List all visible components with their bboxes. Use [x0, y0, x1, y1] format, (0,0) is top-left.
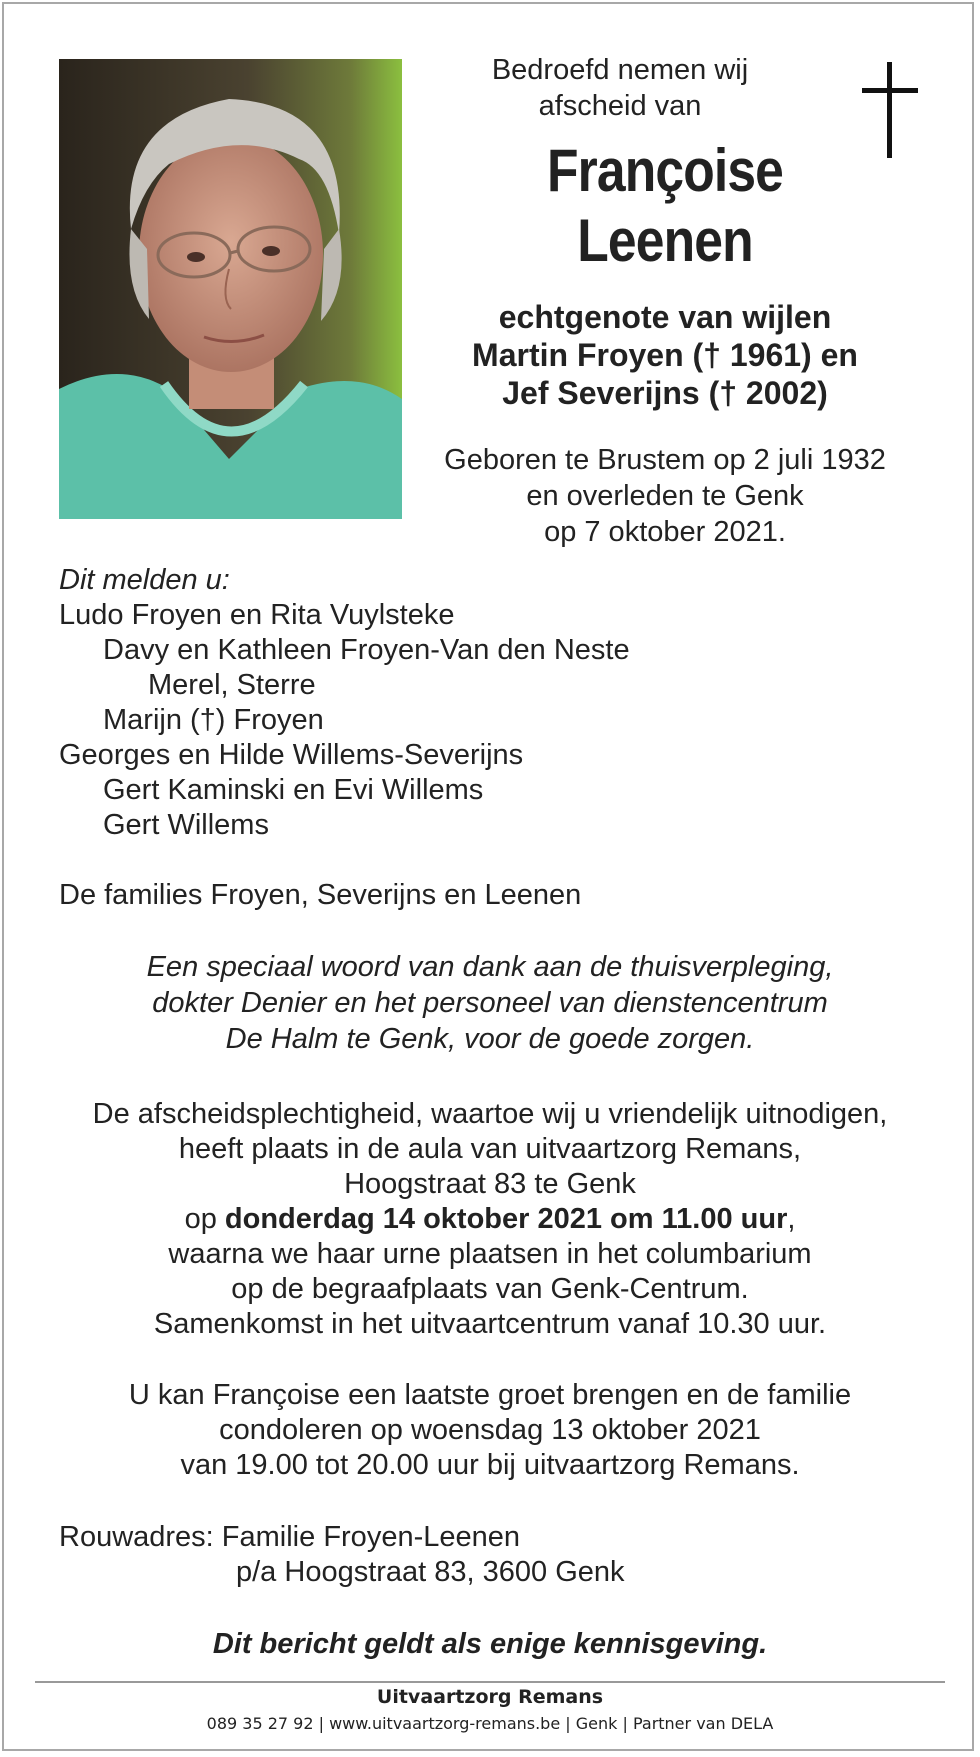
thanks-text: Een speciaal woord van dank aan de thuisverpleging, dokter Denier en het personeel van dienstencentrum De Halm te Genk, voor de goede zorgen.: [146, 951, 834, 1055]
footer-title: Uitvaartzorg Remans: [376, 1686, 604, 1708]
intro-text: Bedroefd nemen wij afscheid van: [491, 54, 749, 122]
family-header: Dit melden u:: [59, 564, 230, 596]
list-item: Gert Willems: [103, 809, 269, 841]
header-block: [420, 52, 910, 550]
list-item: Marijn (†) Froyen: [103, 704, 324, 736]
footer-contact: 089 35 27 92 | www.uitvaartzorg-remans.be | Genk | Partner van DELA: [206, 1714, 774, 1733]
list-item: Gert Kaminski en Evi Willems: [103, 774, 484, 806]
portrait-photo: [59, 59, 402, 519]
divider: [35, 1681, 945, 1683]
birth-death-text: Geboren te Brustem op 2 juli 1932 en overleden te Genk op 7 oktober 2021.: [444, 444, 886, 548]
spouse-text: echtgenote van wijlen Martin Froyen († 1961) en Jef Severijns († 2002): [472, 299, 858, 411]
deceased-name: Françoise Leenen: [546, 137, 784, 274]
list-item: Georges en Hilde Willems-Severijns: [59, 739, 524, 771]
ceremony-text: De afscheidsplechtigheid, waartoe wij u vriendelijk uitnodigen, heeft plaats in de aula van uitvaartzorg Remans, Hoogstraat 83 te Genk op donderdag 14 oktober 2021 om 11.00 uur, waarna we haar urne plaatsen in het columbarium op de begraafplaats van Genk-Centrum. Samenkomst in het uitvaartcentrum vanaf 10.30 uur.: [92, 1098, 888, 1340]
ceremony-datetime: donderdag 14 oktober 2021 om 11.00 uur: [224, 1203, 788, 1235]
mourning-address: Rouwadres: Familie Froyen-Leenen p/a Hoogstraat 83, 3600 Genk: [59, 1521, 625, 1588]
visitation-text: U kan Françoise een laatste groet brengen en de familie condoleren op woensdag 13 oktober 2021 van 19.00 tot 20.00 uur bij uitvaartzorg Remans.: [128, 1379, 852, 1481]
list-item: Merel, Sterre: [148, 669, 316, 701]
cross-icon: [862, 62, 918, 158]
notice-text: Dit bericht geldt als enige kennisgeving.: [212, 1628, 768, 1660]
list-item: Ludo Froyen en Rita Vuylsteke: [59, 599, 455, 631]
family-list: [59, 563, 919, 913]
families-line: De families Froyen, Severijns en Leenen: [59, 879, 582, 911]
list-item: Davy en Kathleen Froyen-Van den Neste: [103, 634, 630, 666]
